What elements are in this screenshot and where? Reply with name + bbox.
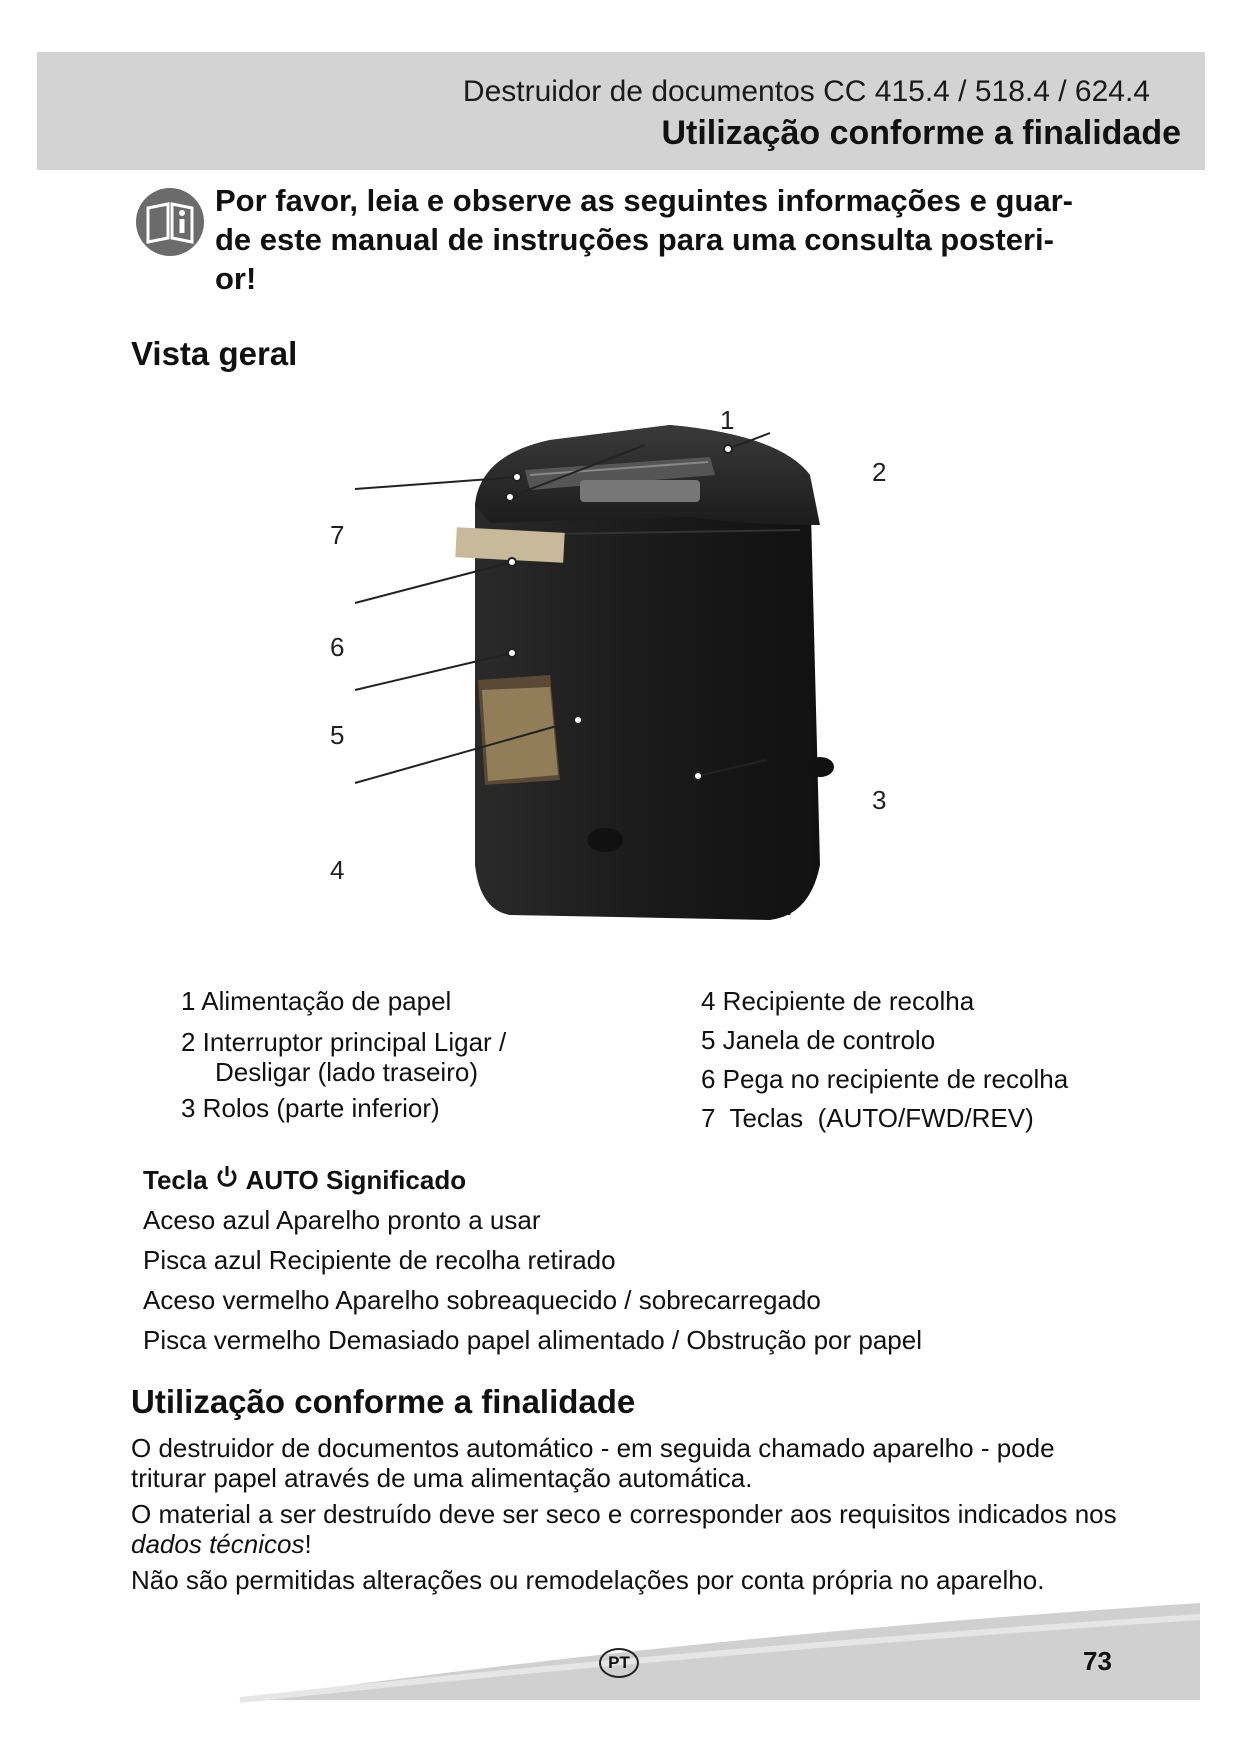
legend-item-cont: Desligar (lado traseiro)	[215, 1057, 478, 1087]
legend-item: 4 Recipiente de recolha	[701, 986, 975, 1016]
key-table-header-a: Tecla	[143, 1164, 208, 1195]
usage-text	[131, 1433, 1131, 1601]
key-table-row: Pisca vermelho Demasiado papel alimentado / Obstrução por papel	[143, 1325, 922, 1355]
key-table-header	[143, 1160, 922, 1200]
key-table-row: Aceso azul Aparelho pronto a usar	[143, 1205, 541, 1235]
legend-item: 6 Pega no recipiente de recolha	[701, 1064, 1069, 1094]
page-header	[37, 52, 1205, 170]
legend-item: 3 Rolos (parte inferior)	[181, 1093, 440, 1123]
usage-heading: Utilização conforme a finalidade	[131, 1383, 636, 1420]
callout-6: 6	[330, 632, 345, 662]
key-table-row: Pisca azul Recipiente de recolha retirado	[143, 1245, 616, 1275]
shredder-illustration	[130, 395, 1110, 975]
callout-4: 4	[330, 855, 345, 885]
usage-paragraph: Não são permitidas alterações ou remodelações por conta própria no aparelho.	[131, 1565, 1045, 1595]
legend-item: 7 Teclas (AUTO/FWD/REV)	[701, 1103, 1034, 1133]
callout-3: 3	[872, 785, 887, 815]
overview-heading: Vista geral	[131, 335, 298, 372]
callout-2: 2	[872, 457, 887, 487]
header-title: Destruidor de documentos CC 415.4 / 518.4 / 624.4	[462, 75, 1150, 108]
shredder-figure	[130, 395, 1110, 975]
language-badge: PT	[599, 1648, 639, 1678]
notice-line: Por favor, leia e observe as seguintes informações e guar-	[215, 183, 1074, 218]
usage-paragraph: O destruidor de documentos automático - em seguida chamado aparelho - pode triturar papel através de uma alimentação automática.	[131, 1433, 1055, 1493]
legend-item: 1 Alimentação de papel	[181, 986, 452, 1016]
info-manual-icon	[136, 188, 204, 256]
key-table-header-b: AUTO Significado	[245, 1164, 467, 1195]
callout-7: 7	[330, 520, 345, 550]
usage-paragraph: O material a ser destruído deve ser seco e corresponder aos requisitos indicados nos dados técnicos!	[131, 1499, 1117, 1559]
power-icon	[216, 1165, 238, 1196]
legend-item: 2 Interruptor principal Ligar /	[181, 1027, 507, 1057]
notice-line: de este manual de instruções para uma consulta posteri-	[215, 222, 1054, 257]
legend-item: 5 Janela de controlo	[701, 1025, 936, 1055]
key-table	[143, 1160, 922, 1360]
legend-right	[701, 982, 1068, 1138]
header-subtitle: Utilização conforme a finalidade	[661, 114, 1181, 152]
notice-text	[215, 181, 1175, 298]
legend-left	[181, 982, 506, 1128]
page-number: 73	[1083, 1646, 1112, 1676]
key-table-row: Aceso vermelho Aparelho sobreaquecido / sobrecarregado	[143, 1285, 821, 1315]
callout-1: 1	[720, 405, 735, 435]
notice-line: or!	[215, 261, 257, 296]
callout-5: 5	[330, 720, 345, 750]
